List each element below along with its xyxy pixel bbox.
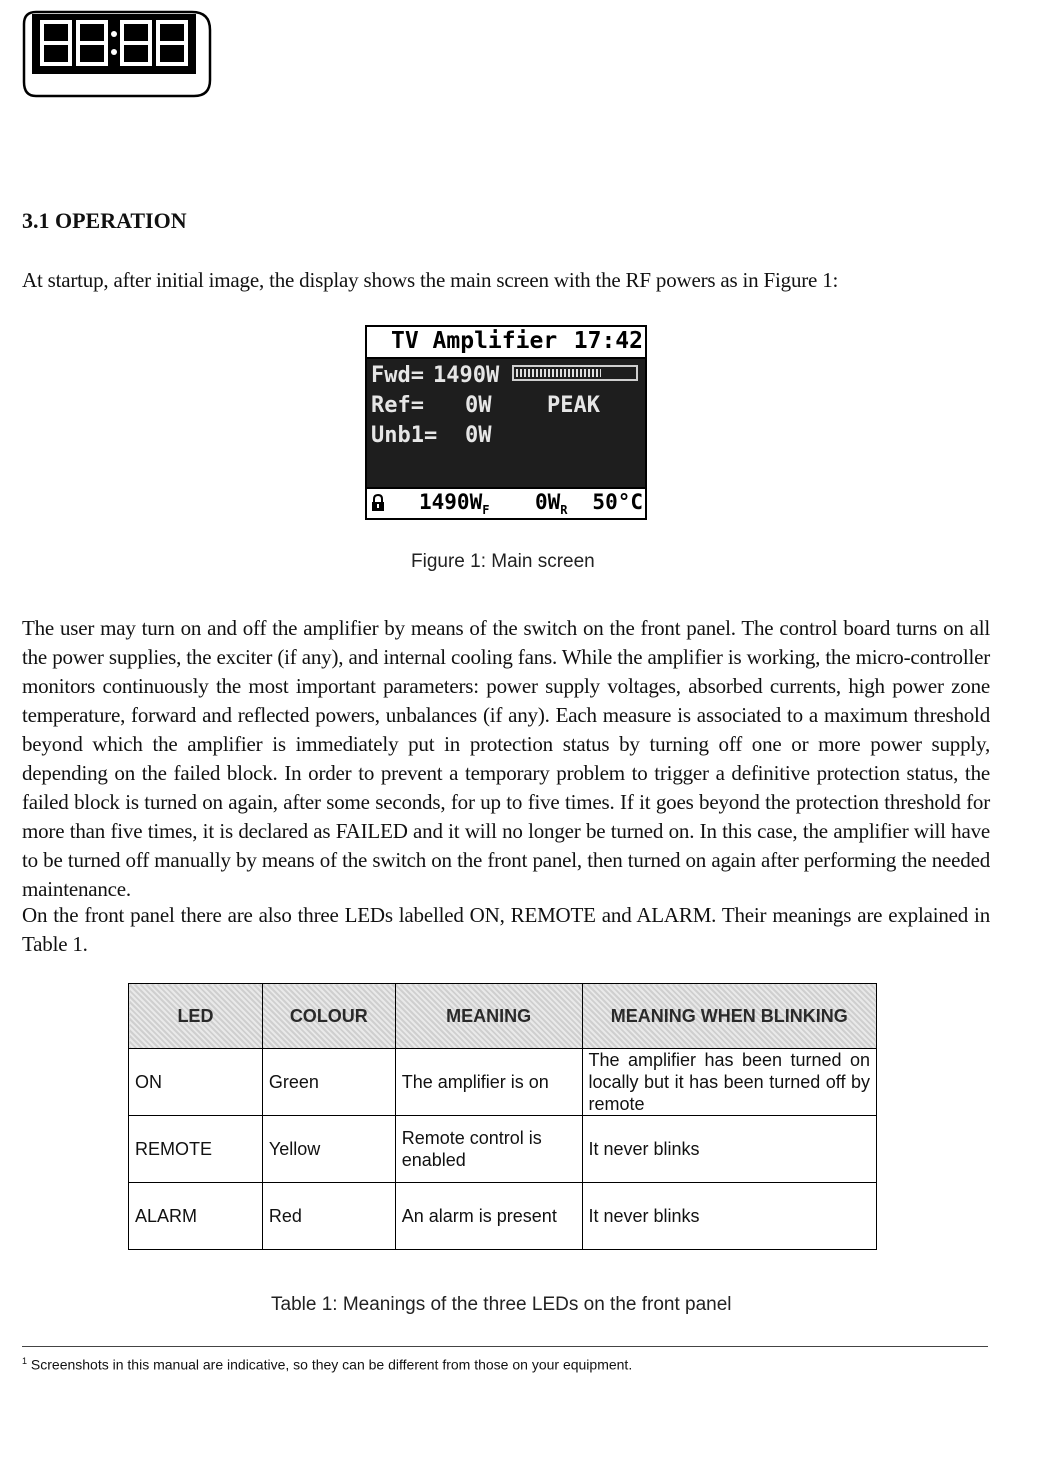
- cell-meaning-blinking: It never blinks: [582, 1116, 877, 1183]
- status-fwd-sub: F: [482, 503, 490, 518]
- fwd-value: 1490W: [433, 363, 500, 388]
- cell-led: ON: [129, 1049, 263, 1116]
- unb-value: 0W: [465, 423, 492, 448]
- table-caption: Table 1: Meanings of the three LEDs on the front panel: [271, 1294, 732, 1315]
- status-ref: [535, 490, 568, 517]
- status-fwd-value: 1490W: [419, 490, 483, 514]
- cell-meaning: The amplifier is on: [395, 1049, 582, 1116]
- cell-colour: Red: [262, 1183, 395, 1250]
- cell-led: REMOTE: [129, 1116, 263, 1183]
- digital-clock-icon: [22, 10, 212, 98]
- footnote-divider: [22, 1346, 988, 1347]
- header-colour: COLOUR: [262, 984, 395, 1049]
- cell-colour: Green: [262, 1049, 395, 1116]
- intro-paragraph: At startup, after initial image, the display shows the main screen with the RF powers as in Figure 1:: [22, 268, 839, 292]
- footnote-text: Screenshots in this manual are indicative, so they can be different from those on your equipment.: [30, 1356, 633, 1373]
- header-meaning-blinking: MEANING WHEN BLINKING: [582, 984, 877, 1049]
- ref-label: Ref=: [371, 393, 424, 418]
- cell-meaning: Remote control is enabled: [395, 1116, 582, 1183]
- cell-meaning-blinking: The amplifier has been turned on locally but it has been turned off by remote: [582, 1049, 877, 1116]
- cell-colour: Yellow: [262, 1116, 395, 1183]
- header-led: LED: [129, 984, 263, 1049]
- padlock-icon: [371, 494, 385, 512]
- led-table: [128, 983, 877, 1250]
- table-header-row: [129, 984, 877, 1049]
- screen-status-bar: [367, 487, 645, 518]
- peak-label: PEAK: [547, 393, 600, 418]
- table-row: [129, 1183, 877, 1250]
- table-row: [129, 1049, 877, 1116]
- forward-power-bar: [512, 365, 638, 381]
- fwd-label: Fwd=: [371, 363, 424, 388]
- cell-meaning: An alarm is present: [395, 1183, 582, 1250]
- table-row: [129, 1116, 877, 1183]
- status-temp: 50°C: [592, 490, 643, 514]
- footnote: [22, 1356, 632, 1373]
- main-screen-figure: [365, 325, 647, 520]
- status-ref-value: 0W: [535, 490, 561, 514]
- status-fwd: [419, 490, 489, 517]
- screen-title-bar: [367, 327, 645, 359]
- header-meaning: MEANING: [395, 984, 582, 1049]
- section-title: 3.1 OPERATION: [22, 208, 187, 233]
- screen-title: TV Amplifier: [391, 328, 558, 354]
- ref-value: 0W: [465, 393, 492, 418]
- led-paragraph: On the front panel there are also three LEDs labelled ON, REMOTE and ALARM. Their meanings are explained in Table 1.: [22, 903, 990, 956]
- unb-label: Unb1=: [371, 423, 438, 448]
- status-ref-sub: R: [560, 503, 568, 518]
- figure-caption: Figure 1: Main screen: [411, 551, 595, 572]
- cell-meaning-blinking: It never blinks: [582, 1183, 877, 1250]
- screen-time: 17:42: [573, 328, 643, 354]
- cell-led: ALARM: [129, 1183, 263, 1250]
- forward-power-bar-fill: [516, 369, 601, 377]
- body-paragraph: The user may turn on and off the amplifier by means of the switch on the front panel. The control board turns on all the power supplies, the exciter (if any), and internal cooling fans. While the amplifier is working, the micro-controller monitors continuously the most important parameters: power supply voltages, absorbed currents, high power zone temperature, forward and reflected powers, unbalances (if any). Each measure is associated to a maximum threshold beyond which the amplifier is immediately put in protection status by turning off one or more power supply, depending on the failed block. In order to prevent a temporary problem to trigger a definitive protection status, the failed block is turned on again, after some seconds, for up to five times. If it goes beyond the protection threshold for more than five times, it is declared as FAILED and it will no longer be turned on. In this case, the amplifier will have to be turned off manually by means of the switch on the front panel, then turned on again after performing the needed maintenance.: [22, 616, 990, 901]
- footnote-mark: 1: [22, 1356, 28, 1366]
